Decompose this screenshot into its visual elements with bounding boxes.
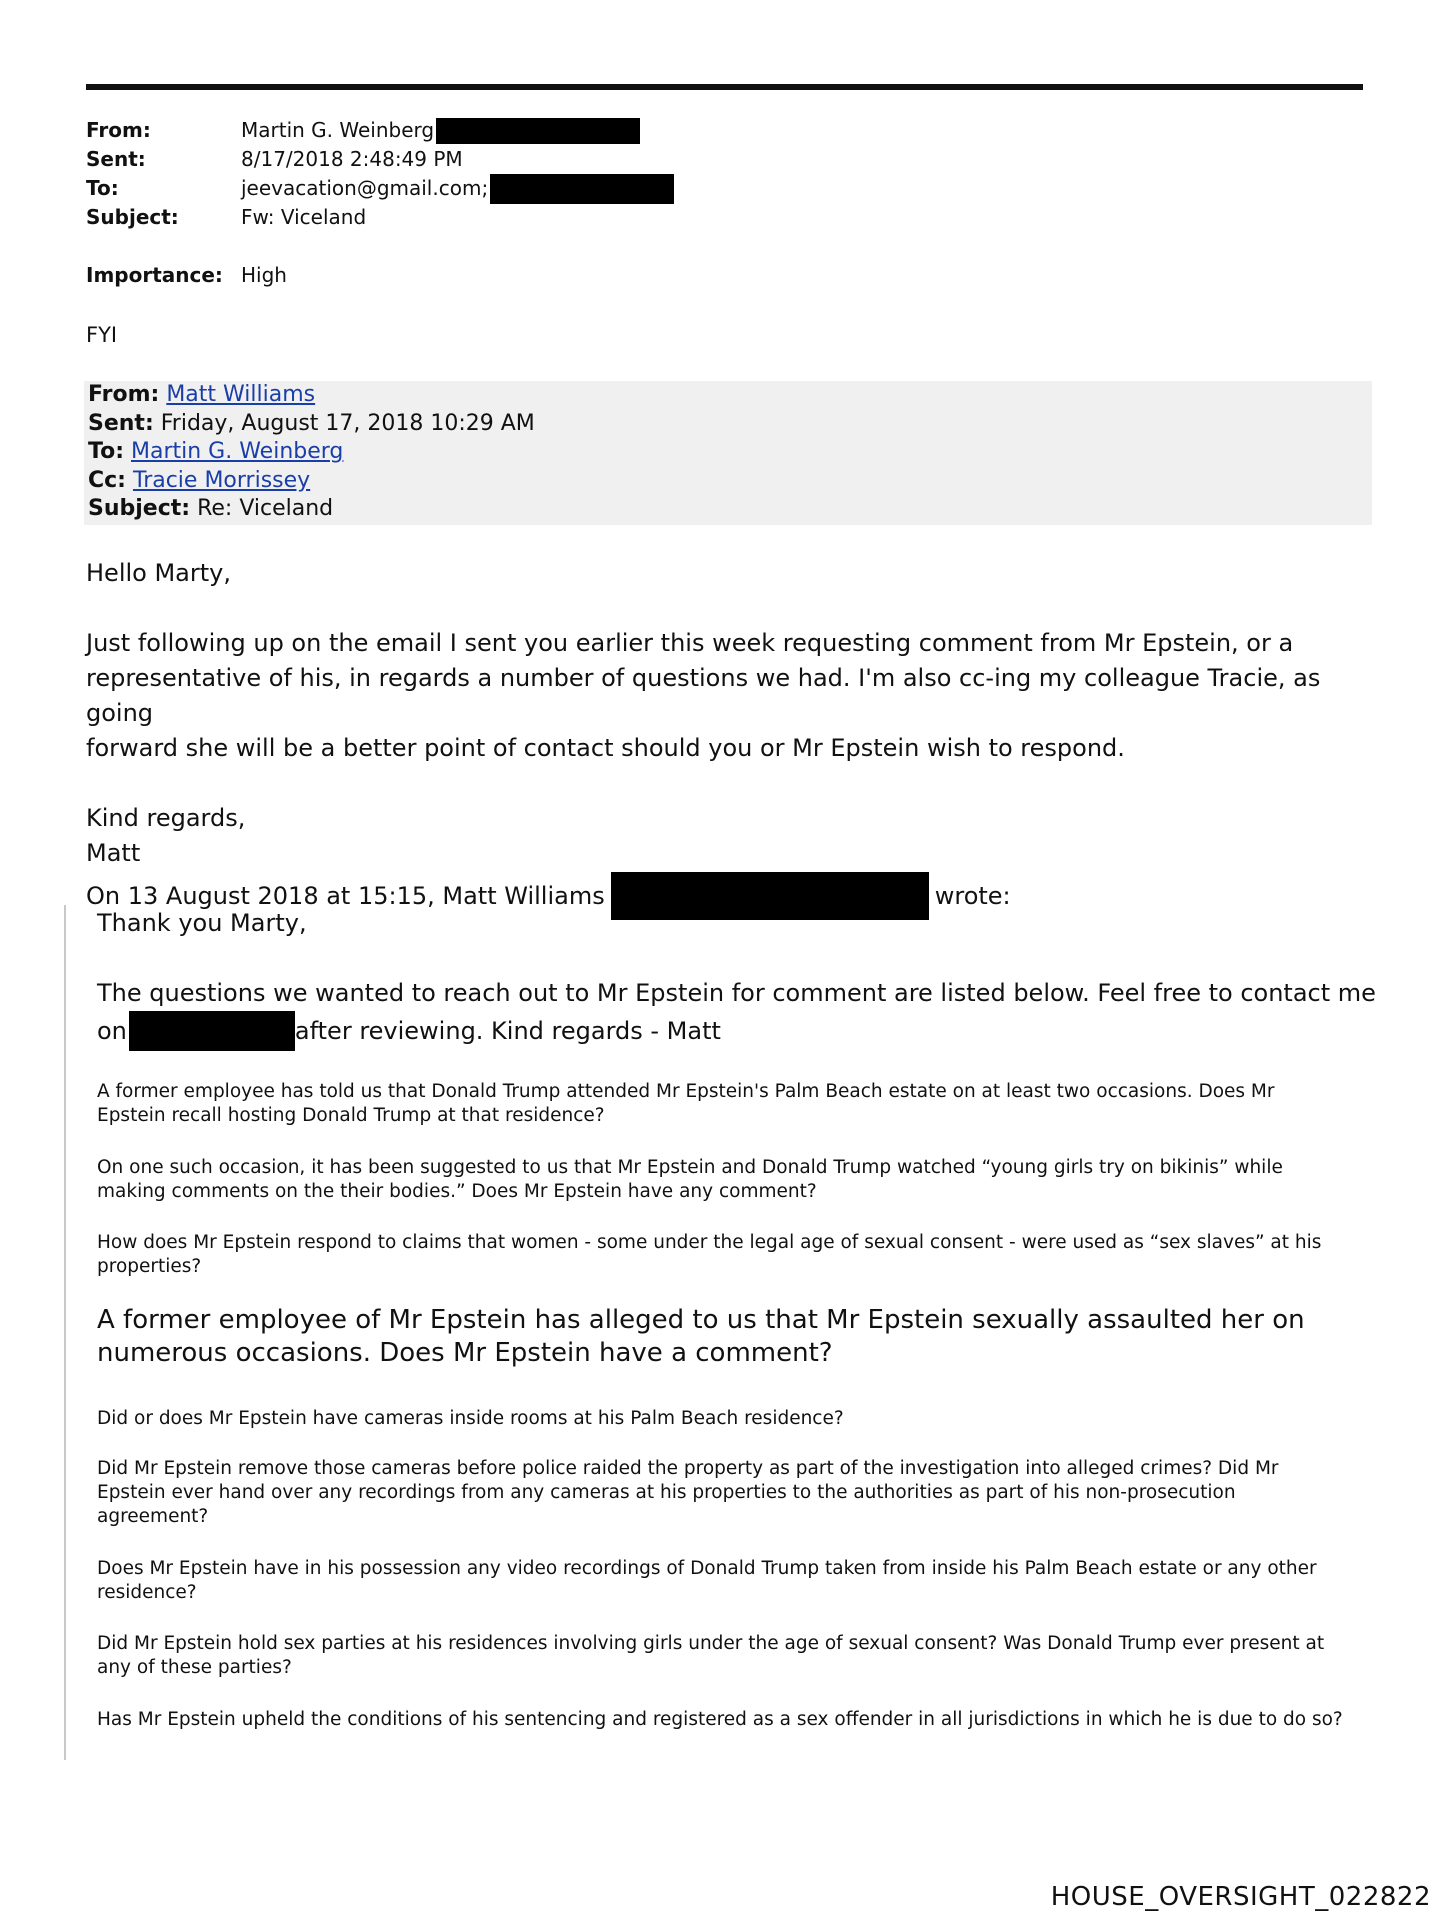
header-importance-label: Importance: xyxy=(86,263,223,287)
question-line: A former employee has told us that Donald Trump attended Mr Epstein's Palm Beach estate on at least two occasions. Does Mr xyxy=(97,1081,1275,1102)
header-importance-row xyxy=(86,261,1286,290)
question-2 xyxy=(97,1156,1387,1204)
fyi-note: FYI xyxy=(86,323,118,347)
question-line: numerous occasions. Does Mr Epstein have a comment? xyxy=(97,1338,833,1368)
email-header xyxy=(86,116,1286,290)
message-body xyxy=(86,556,1376,871)
header-to-label: To: xyxy=(86,176,119,200)
question-5 xyxy=(97,1407,1387,1431)
quoted-intro-prefix: On 13 August 2018 at 15:15, Matt Williams xyxy=(86,881,605,910)
fwd-cc-link[interactable]: Tracie Morrissey xyxy=(132,467,311,493)
body-line: representative of his, in regards a number of questions we had. I'm also cc-ing my colleague Tracie, as going xyxy=(86,664,1321,727)
signoff: Kind regards, xyxy=(86,804,246,832)
fwd-to-link[interactable]: Martin G. Weinberg xyxy=(131,439,344,464)
bates-number: HOUSE_OVERSIGHT_022822 xyxy=(1050,1882,1431,1912)
redaction-block xyxy=(436,118,640,144)
question-line: Did Mr Epstein remove those cameras before police raided the property as part of the investigation into alleged crimes? Did Mr xyxy=(97,1458,1279,1479)
fwd-subject-label: Subject: xyxy=(88,496,191,521)
header-to-value: jeevacation@gmail.com; xyxy=(241,176,489,200)
quoted-line-prefix: on xyxy=(97,1016,127,1045)
signature: Matt xyxy=(86,839,141,867)
question-line: any of these parties? xyxy=(97,1657,292,1678)
fwd-sent-label: Sent: xyxy=(88,410,154,436)
question-4 xyxy=(97,1304,1387,1370)
greeting: Hello Marty, xyxy=(86,559,231,587)
question-line: Did Mr Epstein hold sex parties at his residences involving girls under the age of sexual consent? Was Donald Trump ever present at xyxy=(97,1633,1325,1654)
header-sent-row xyxy=(86,145,1286,174)
header-subject-row xyxy=(86,203,1286,232)
top-rule xyxy=(86,84,1363,90)
question-line: residence? xyxy=(97,1582,197,1603)
quoted-intro-suffix: wrote: xyxy=(934,881,1011,910)
fwd-from-link[interactable]: Matt Williams xyxy=(166,382,316,407)
question-line: Does Mr Epstein have in his possession any video recordings of Donald Trump taken from inside his Palm Beach estate or any other xyxy=(97,1558,1317,1579)
question-6 xyxy=(97,1457,1387,1529)
question-7 xyxy=(97,1557,1387,1605)
question-line: A former employee of Mr Epstein has alleged to us that Mr Epstein sexually assaulted her on xyxy=(97,1305,1305,1335)
quoted-line-suffix: after reviewing. Kind regards - Matt xyxy=(294,1016,721,1045)
fwd-sent-value: Friday, August 17, 2018 10:29 AM xyxy=(160,410,535,436)
fwd-from-label: From: xyxy=(88,382,160,407)
question-8 xyxy=(97,1632,1387,1680)
forwarded-header xyxy=(84,381,1372,525)
header-to-row xyxy=(86,174,1286,203)
question-line: agreement? xyxy=(97,1506,209,1527)
question-line: Epstein ever hand over any recordings from any cameras at his properties to the authorities as part of his non-prosecution xyxy=(97,1482,1236,1503)
header-from-row xyxy=(86,116,1286,145)
header-importance-value: High xyxy=(241,263,287,287)
fwd-cc-label: Cc: xyxy=(88,467,126,493)
body-line: Just following up on the email I sent you earlier this week requesting comment from Mr Epstein, or a xyxy=(86,629,1294,657)
redaction-block xyxy=(490,174,674,204)
header-subject-value: Fw: Viceland xyxy=(241,205,367,229)
question-line: How does Mr Epstein respond to claims that women - some under the legal age of sexual consent - were used as “sex slaves” at his xyxy=(97,1232,1322,1253)
body-line: forward she will be a better point of contact should you or Mr Epstein wish to respond. xyxy=(86,734,1125,762)
header-subject-label: Subject: xyxy=(86,205,179,229)
quoted-thanks: Thank you Marty, xyxy=(97,909,307,937)
quote-bar xyxy=(64,905,66,1760)
question-line: Did or does Mr Epstein have cameras inside rooms at his Palm Beach residence? xyxy=(97,1408,844,1429)
question-3 xyxy=(97,1231,1387,1279)
question-line: Has Mr Epstein upheld the conditions of his sentencing and registered as a sex offender in all jurisdictions in which he is due to do so? xyxy=(97,1709,1343,1730)
header-from-label: From: xyxy=(86,118,151,142)
question-1 xyxy=(97,1080,1387,1128)
redaction-block xyxy=(129,1011,295,1051)
header-sent-value: 8/17/2018 2:48:49 PM xyxy=(241,147,463,171)
fwd-to-label: To: xyxy=(88,439,124,464)
header-sent-label: Sent: xyxy=(86,147,146,171)
question-line: Epstein recall hosting Donald Trump at that residence? xyxy=(97,1105,605,1126)
question-line: On one such occasion, it has been suggested to us that Mr Epstein and Donald Trump watched “young girls try on bikinis” while xyxy=(97,1157,1283,1178)
quoted-message xyxy=(97,906,1387,1051)
quoted-line: The questions we wanted to reach out to Mr Epstein for comment are listed below. Feel free to contact me xyxy=(97,979,1376,1007)
question-line: properties? xyxy=(97,1256,202,1277)
question-9 xyxy=(97,1708,1387,1732)
question-line: making comments on the their bodies.” Does Mr Epstein have any comment? xyxy=(97,1181,817,1202)
header-from-value: Martin G. Weinberg xyxy=(241,118,435,142)
fwd-subject-value: Re: Viceland xyxy=(197,496,334,521)
